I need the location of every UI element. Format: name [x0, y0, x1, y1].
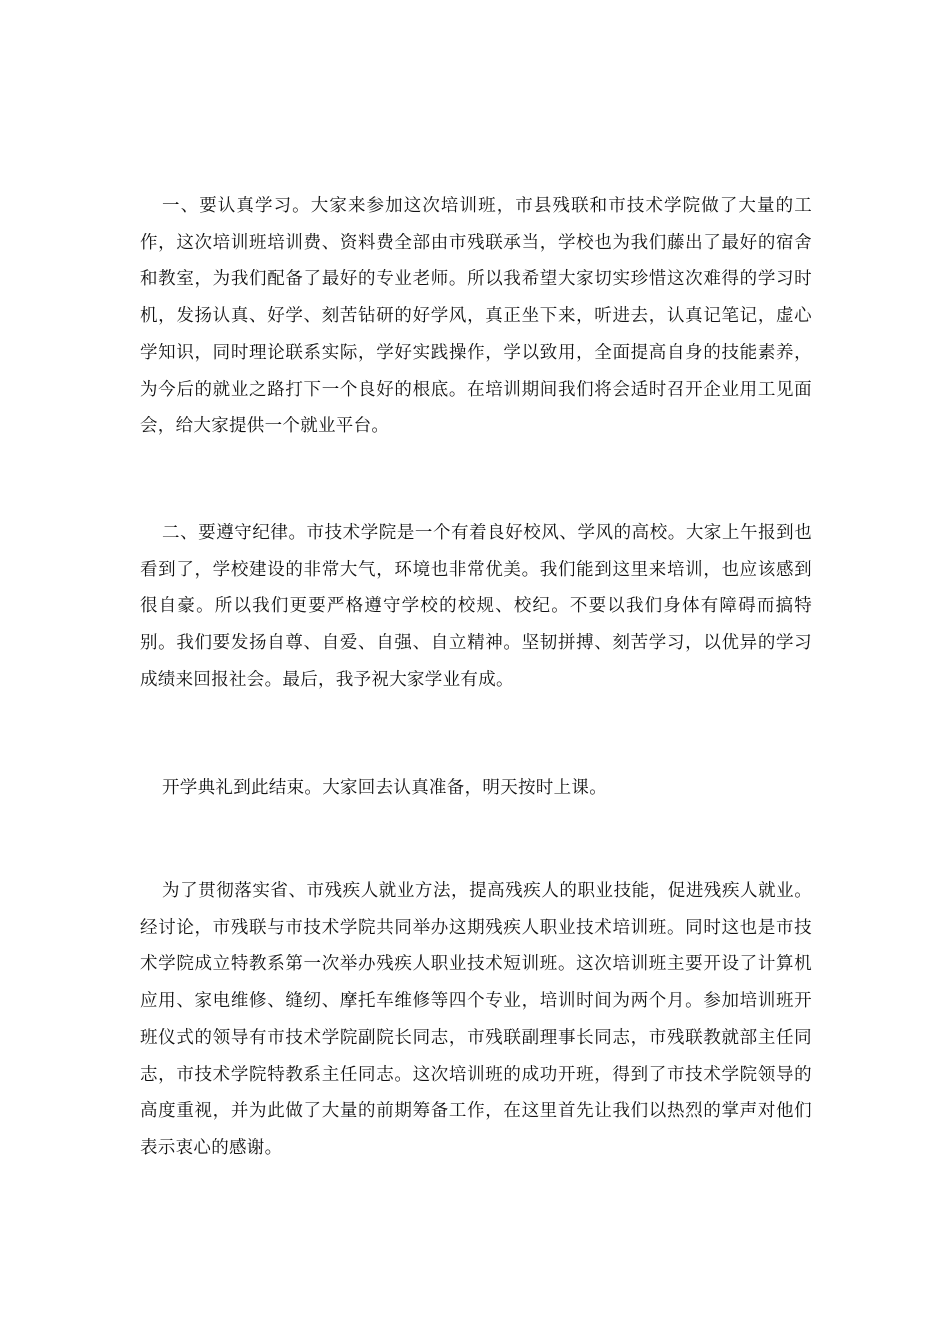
paragraph-study: 一、要认真学习。大家来参加这次培训班，市县残联和市技术学院做了大量的工作，这次培训班培训费、资料费全部由市残联承当，学校也为我们藤出了最好的宿舍和教室，为我们配备了最好的专业老师。所以我希望大家切实珍惜这次难得的学习时机，发扬认真、好学、刻苦钻研的好学风，真正坐下来，听进去，认真记笔记，虚心学知识，同时理论联系实际，学好实践操作，学以致用，全面提高自身的技能素养，为今后的就业之路打下一个良好的根底。在培训期间我们将会适时召开企业用工见面会，给大家提供一个就业平台。 [140, 196, 812, 437]
paragraph-discipline: 二、要遵守纪律。市技术学院是一个有着良好校风、学风的高校。大家上午报到也看到了，学校建设的非常大气，环境也非常优美。我们能到这里来培训，也应该感到很自豪。所以我们更要严格遵守学校的校规、校纪。不要以我们身体有障碍而搞特别。我们要发扬自尊、自爱、自强、自立精神。坚韧拼搏、刻苦学习，以优异的学习成绩来回报社会。最后，我予祝大家学业有成。 [140, 523, 812, 690]
paragraph-closing: 开学典礼到此结束。大家回去认真准备，明天按时上课。 [162, 778, 607, 798]
paragraph-introduction: 为了贯彻落实省、市残疾人就业方法，提高残疾人的职业技能，促进残疾人就业。经讨论，市残联与市技术学院共同举办这期残疾人职业技术培训班。同时这也是市技术学院成立特教系第一次举办残疾人职业技术短训班。这次培训班主要开设了计算机应用、家电维修、缝纫、摩托车维修等四个专业，培训时间为两个月。参加培训班开班仪式的领导有市技术学院副院长同志，市残联副理事长同志，市残联教就部主任同志，市技术学院特教系主任同志。这次培训班的成功开班，得到了市技术学院领导的高度重视，并为此做了大量的前期筹备工作，在这里首先让我们以热烈的掌声对他们表示衷心的感谢。 [140, 881, 812, 1158]
